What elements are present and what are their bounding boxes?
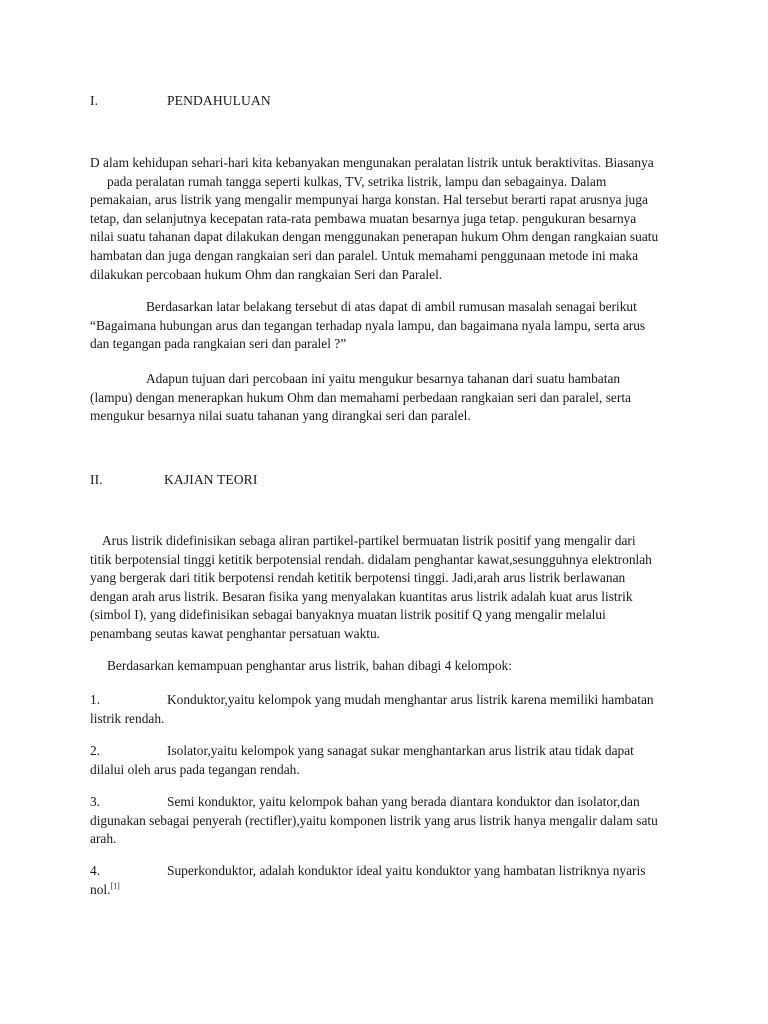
- paragraph-line: Berdasarkan kemampuan penghantar arus listrik, bahan dibagi 4 kelompok:: [107, 658, 512, 673]
- paragraph-line: yang bergerak dari titik berpotensi rendah ketitik berpotensi tinggi. Jadi,arah arus listrik berlawanan: [90, 570, 626, 586]
- section-heading-pendahuluan: [90, 92, 271, 111]
- paragraph-line: Berdasarkan latar belakang tersebut di atas dapat di ambil rumusan masalah senagai berikut: [146, 299, 637, 314]
- list-item: [90, 742, 690, 779]
- paragraph-line: hambatan dan juga dengan rangkaian seri dan paralel. Untuk memahami penggunaan metode ini maka: [90, 247, 639, 263]
- paragraph-line: (lampu) dengan menerapkan hukum Ohm dan memahami perbedaan rangkaian seri dan paralel, serta: [90, 389, 631, 405]
- section-number: II.: [90, 472, 103, 487]
- list-number: 4.: [90, 863, 101, 878]
- list-text: arah.: [90, 831, 117, 847]
- paragraph-line: pada peralatan rumah tangga seperti kulkas, TV, setrika listrik, lampu dan sebagainya. Dalam: [107, 173, 607, 189]
- list-text: Semi konduktor, yaitu kelompok bahan yang berada diantara konduktor dan isolator,dan: [167, 794, 640, 809]
- paragraph-line: Adapun tujuan dari percobaan ini yaitu mengukur besarnya tahanan dari suatu hambatan: [146, 371, 621, 386]
- paragraph-line: penambang seutas kawat penghantar persatuan waktu.: [90, 625, 381, 641]
- paragraph-line: mengukur besarnya nilai suatu tahanan yang dirangkai seri dan paralel.: [90, 408, 471, 424]
- list-number: 2.: [90, 743, 101, 758]
- paragraph-line: nilai suatu tahanan dapat dilakukan dengan menggunakan penerapan hukum Ohm dengan rangkaian suatu: [90, 229, 659, 245]
- section-heading-kajian-teori: [90, 471, 258, 490]
- paragraph-line: dengan arah arus listrik. Besaran fisika yang menyalakan kuantitas arus listrik adalah kuat arus listrik: [90, 588, 633, 604]
- list-text: nol.: [90, 881, 111, 897]
- list-text: listrik rendah.: [90, 710, 165, 726]
- section-title: KAJIAN TEORI: [164, 472, 258, 487]
- footnote-reference[interactable]: [1]: [110, 881, 120, 891]
- section-title: PENDAHULUAN: [167, 93, 271, 108]
- tujuan-paragraph: [90, 370, 690, 426]
- rumusan-paragraph: [90, 298, 690, 354]
- list-text: dilalui oleh arus pada tegangan rendah.: [90, 761, 300, 777]
- section-number: I.: [90, 93, 99, 108]
- list-text: Isolator,yaitu kelompok yang sanagat sukar menghantarkan arus listrik atau tidak dapat: [167, 743, 634, 758]
- list-number: 1.: [90, 692, 101, 707]
- list-text: Superkonduktor, adalah konduktor ideal yaitu konduktor yang hambatan listriknya nyaris: [167, 863, 646, 878]
- paragraph-line: (simbol I), yang didefinisikan sebagai banyaknya muatan listrik positif Q yang mengalir melalui: [90, 607, 606, 623]
- list-text: Konduktor,yaitu kelompok yang mudah menghantar arus listrik karena memiliki hambatan: [167, 692, 654, 707]
- list-number: 3.: [90, 794, 101, 809]
- paragraph-line: D alam kehidupan sehari-hari kita kebanyakan mengunakan peralatan listrik untuk beraktivitas. Biasanya: [90, 155, 654, 170]
- paragraph-line: Arus listrik didefinisikan sebaga aliran partikel-partikel bermuatan listrik positif yang mengalir dari: [102, 533, 636, 548]
- paragraph-line: pemakaian, arus listrik yang mengalir mempunyai harga konstan. Hal tersebut berarti rapat arusnya juga: [90, 192, 648, 208]
- paragraph-line: “Bagaimana hubungan arus dan tegangan terhadap nyala lampu, dan bagaimana nyala lampu, serta arus: [90, 317, 646, 333]
- list-item: [90, 862, 690, 899]
- list-text: digunakan sebagai penyerah (rectifler),yaitu komponen listrik yang arus listrik hanya mengalir dalam satu: [90, 812, 658, 828]
- paragraph-line: dan tegangan pada rangkaian seri dan paralel ?”: [90, 336, 347, 352]
- arus-paragraph: [90, 532, 690, 644]
- paragraph-line: titik berpotensial tinggi ketitik berpotensial rendah. didalam penghantar kawat,sesungguhnya elektronlah: [90, 551, 652, 567]
- list-item: [90, 691, 690, 728]
- paragraph-line: tetap, dan selanjutnya kecepatan rata-rata pembawa muatan besarnya juga tetap. pengukuran besarnya: [90, 210, 637, 226]
- paragraph-line: dilakukan percobaan hukum Ohm dan rangkaian Seri dan Paralel.: [90, 266, 443, 282]
- list-item: [90, 793, 690, 849]
- kelompok-intro: [90, 657, 690, 676]
- intro-paragraph: [90, 154, 690, 284]
